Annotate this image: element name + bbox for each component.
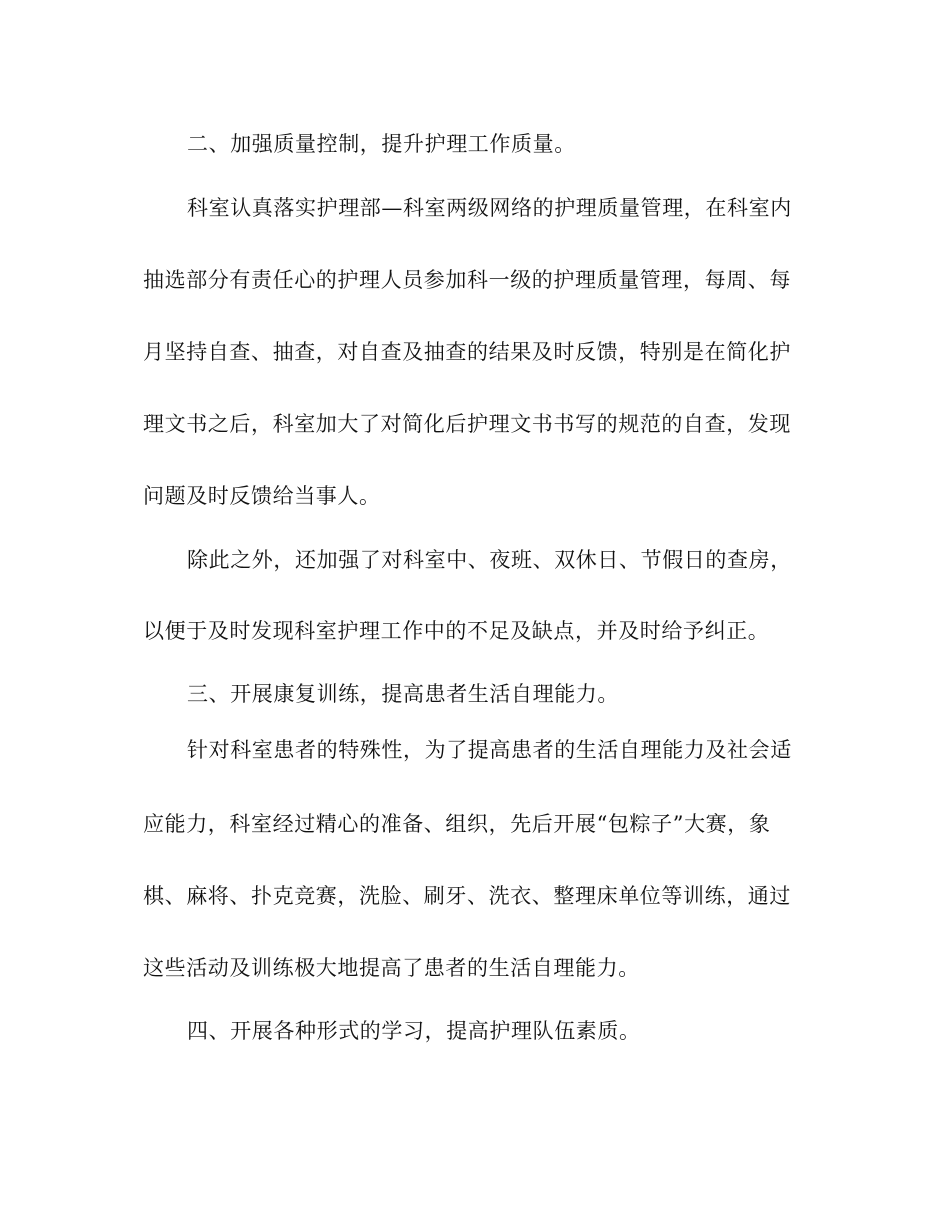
paragraph-line: 抽选部分有责任心的护理人员参加科一级的护理质量管理，每周、每 [143,268,791,292]
paragraph-line: 以便于及时发现科室护理工作中的不足及缺点，并及时给予纠正。 [143,619,770,643]
paragraph-line: 问题及时反馈给当事人。 [143,484,381,508]
paragraph-line: 这些活动及训练极大地提高了患者的生活自理能力。 [143,956,640,980]
paragraph-line: 应能力，科室经过精心的准备、组织，先后开展“包粽子”大赛，象 [143,812,771,836]
paragraph-line: 月坚持自查、抽查，对自查及抽查的结果及时反馈，特别是在简化护 [143,340,791,364]
heading-section-2: 二、加强质量控制，提升护理工作质量。 [187,132,576,156]
heading-section-4: 四、开展各种形式的学习，提高护理队伍素质。 [187,1019,641,1043]
paragraph-line: 科室认真落实护理部—科室两级网络的护理质量管理，在科室内 [187,196,792,220]
paragraph-line: 除此之外，还加强了对科室中、夜班、双休日、节假日的查房， [187,548,792,572]
paragraph-line: 针对科室患者的特殊性，为了提高患者的生活自理能力及社会适 [187,738,792,762]
paragraph-line: 理文书之后，科室加大了对简化后护理文书书写的规范的自查，发现 [143,412,791,436]
paragraph-line: 棋、麻将、扑克竞赛，洗脸、刷牙、洗衣、整理床单位等训练，通过 [143,884,791,908]
heading-section-3: 三、开展康复训练，提高患者生活自理能力。 [187,682,619,706]
